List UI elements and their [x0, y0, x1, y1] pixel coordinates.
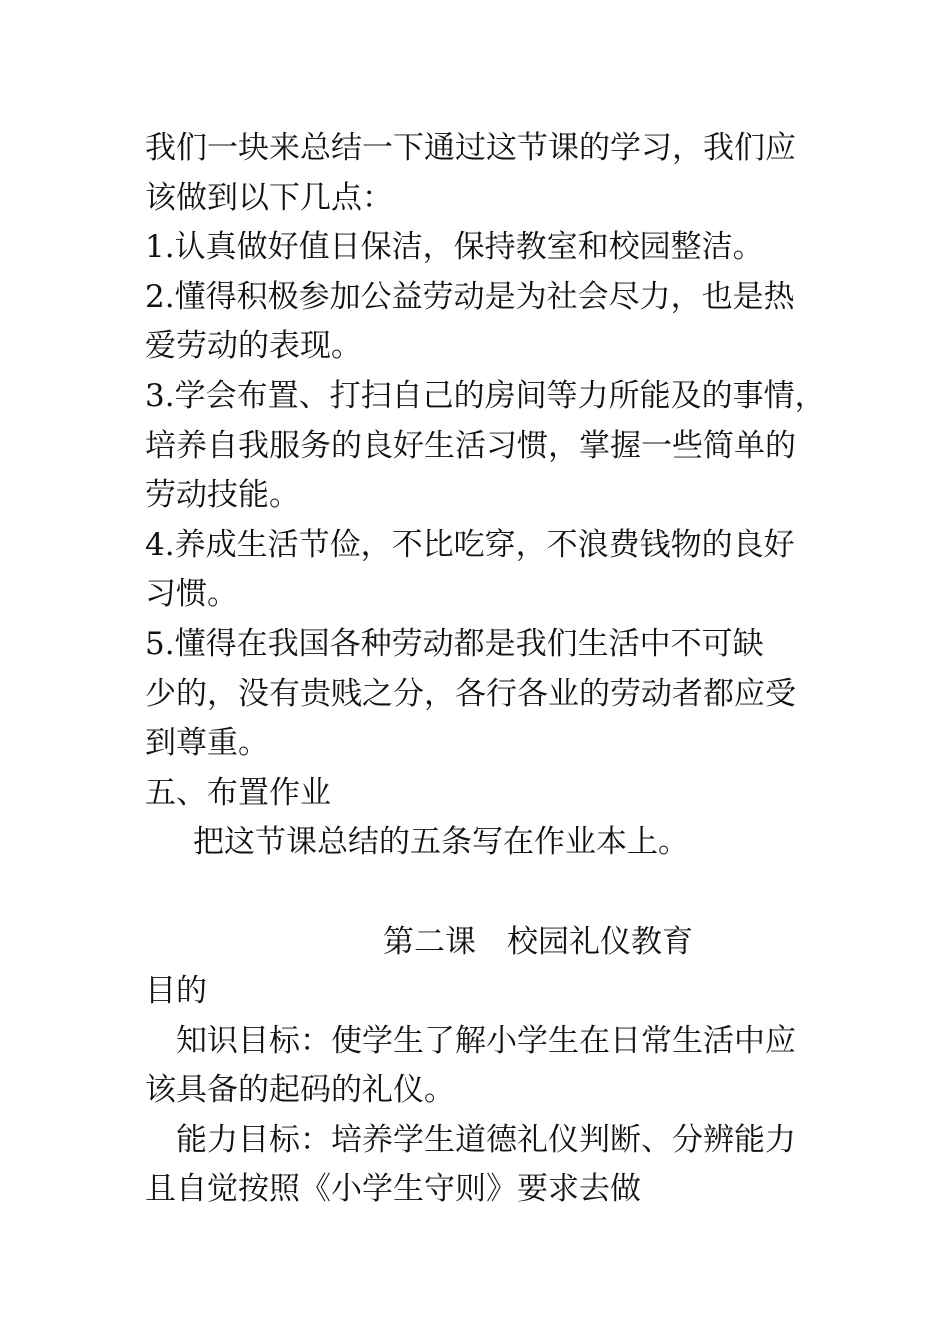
point-4-line-2: 习惯。: [145, 576, 238, 613]
objectives-heading: 目的: [145, 973, 207, 1010]
point-2-line-1: 2.懂得积极参加公益劳动是为社会尽力，也是热: [145, 278, 795, 315]
document-body: [145, 124, 825, 1215]
point-5-line-2: 少的，没有贵贱之分，各行各业的劳动者都应受: [145, 675, 796, 712]
knowledge-objective-line-1: 知识目标：使学生了解小学生在日常生活中应: [176, 1022, 796, 1059]
lesson-title: 第二课 校园礼仪教育: [383, 923, 693, 960]
ability-objective-line-2: 且自觉按照《小学生守则》要求去做: [145, 1171, 641, 1208]
point-4-line-1: 4.养成生活节俭，不比吃穿，不浪费钱物的良好: [145, 526, 795, 563]
homework-text: 把这节课总结的五条写在作业本上。: [193, 824, 689, 861]
knowledge-objective-line-2: 该具备的起码的礼仪。: [145, 1072, 455, 1109]
homework-heading: 五、布置作业: [145, 774, 331, 811]
point-5-line-1: 5.懂得在我国各种劳动都是我们生活中不可缺: [145, 625, 764, 662]
point-1: 1.认真做好值日保洁，保持教室和校园整洁。: [145, 229, 764, 266]
summary-intro-line-2: 该做到以下几点：: [145, 179, 393, 216]
point-5-line-3: 到尊重。: [145, 725, 269, 762]
point-2-line-2: 爱劳动的表现。: [145, 328, 362, 365]
summary-intro-line-1: 我们一块来总结一下通过这节课的学习，我们应: [145, 130, 796, 166]
point-3-line-3: 劳动技能。: [145, 477, 300, 514]
point-3-line-1: 3.学会布置、打扫自己的房间等力所能及的事情，: [145, 377, 826, 414]
ability-objective-line-1: 能力目标：培养学生道德礼仪判断、分辨能力: [176, 1121, 796, 1158]
point-3-line-2: 培养自我服务的良好生活习惯，掌握一些简单的: [145, 427, 796, 464]
blank-line: [145, 868, 825, 918]
